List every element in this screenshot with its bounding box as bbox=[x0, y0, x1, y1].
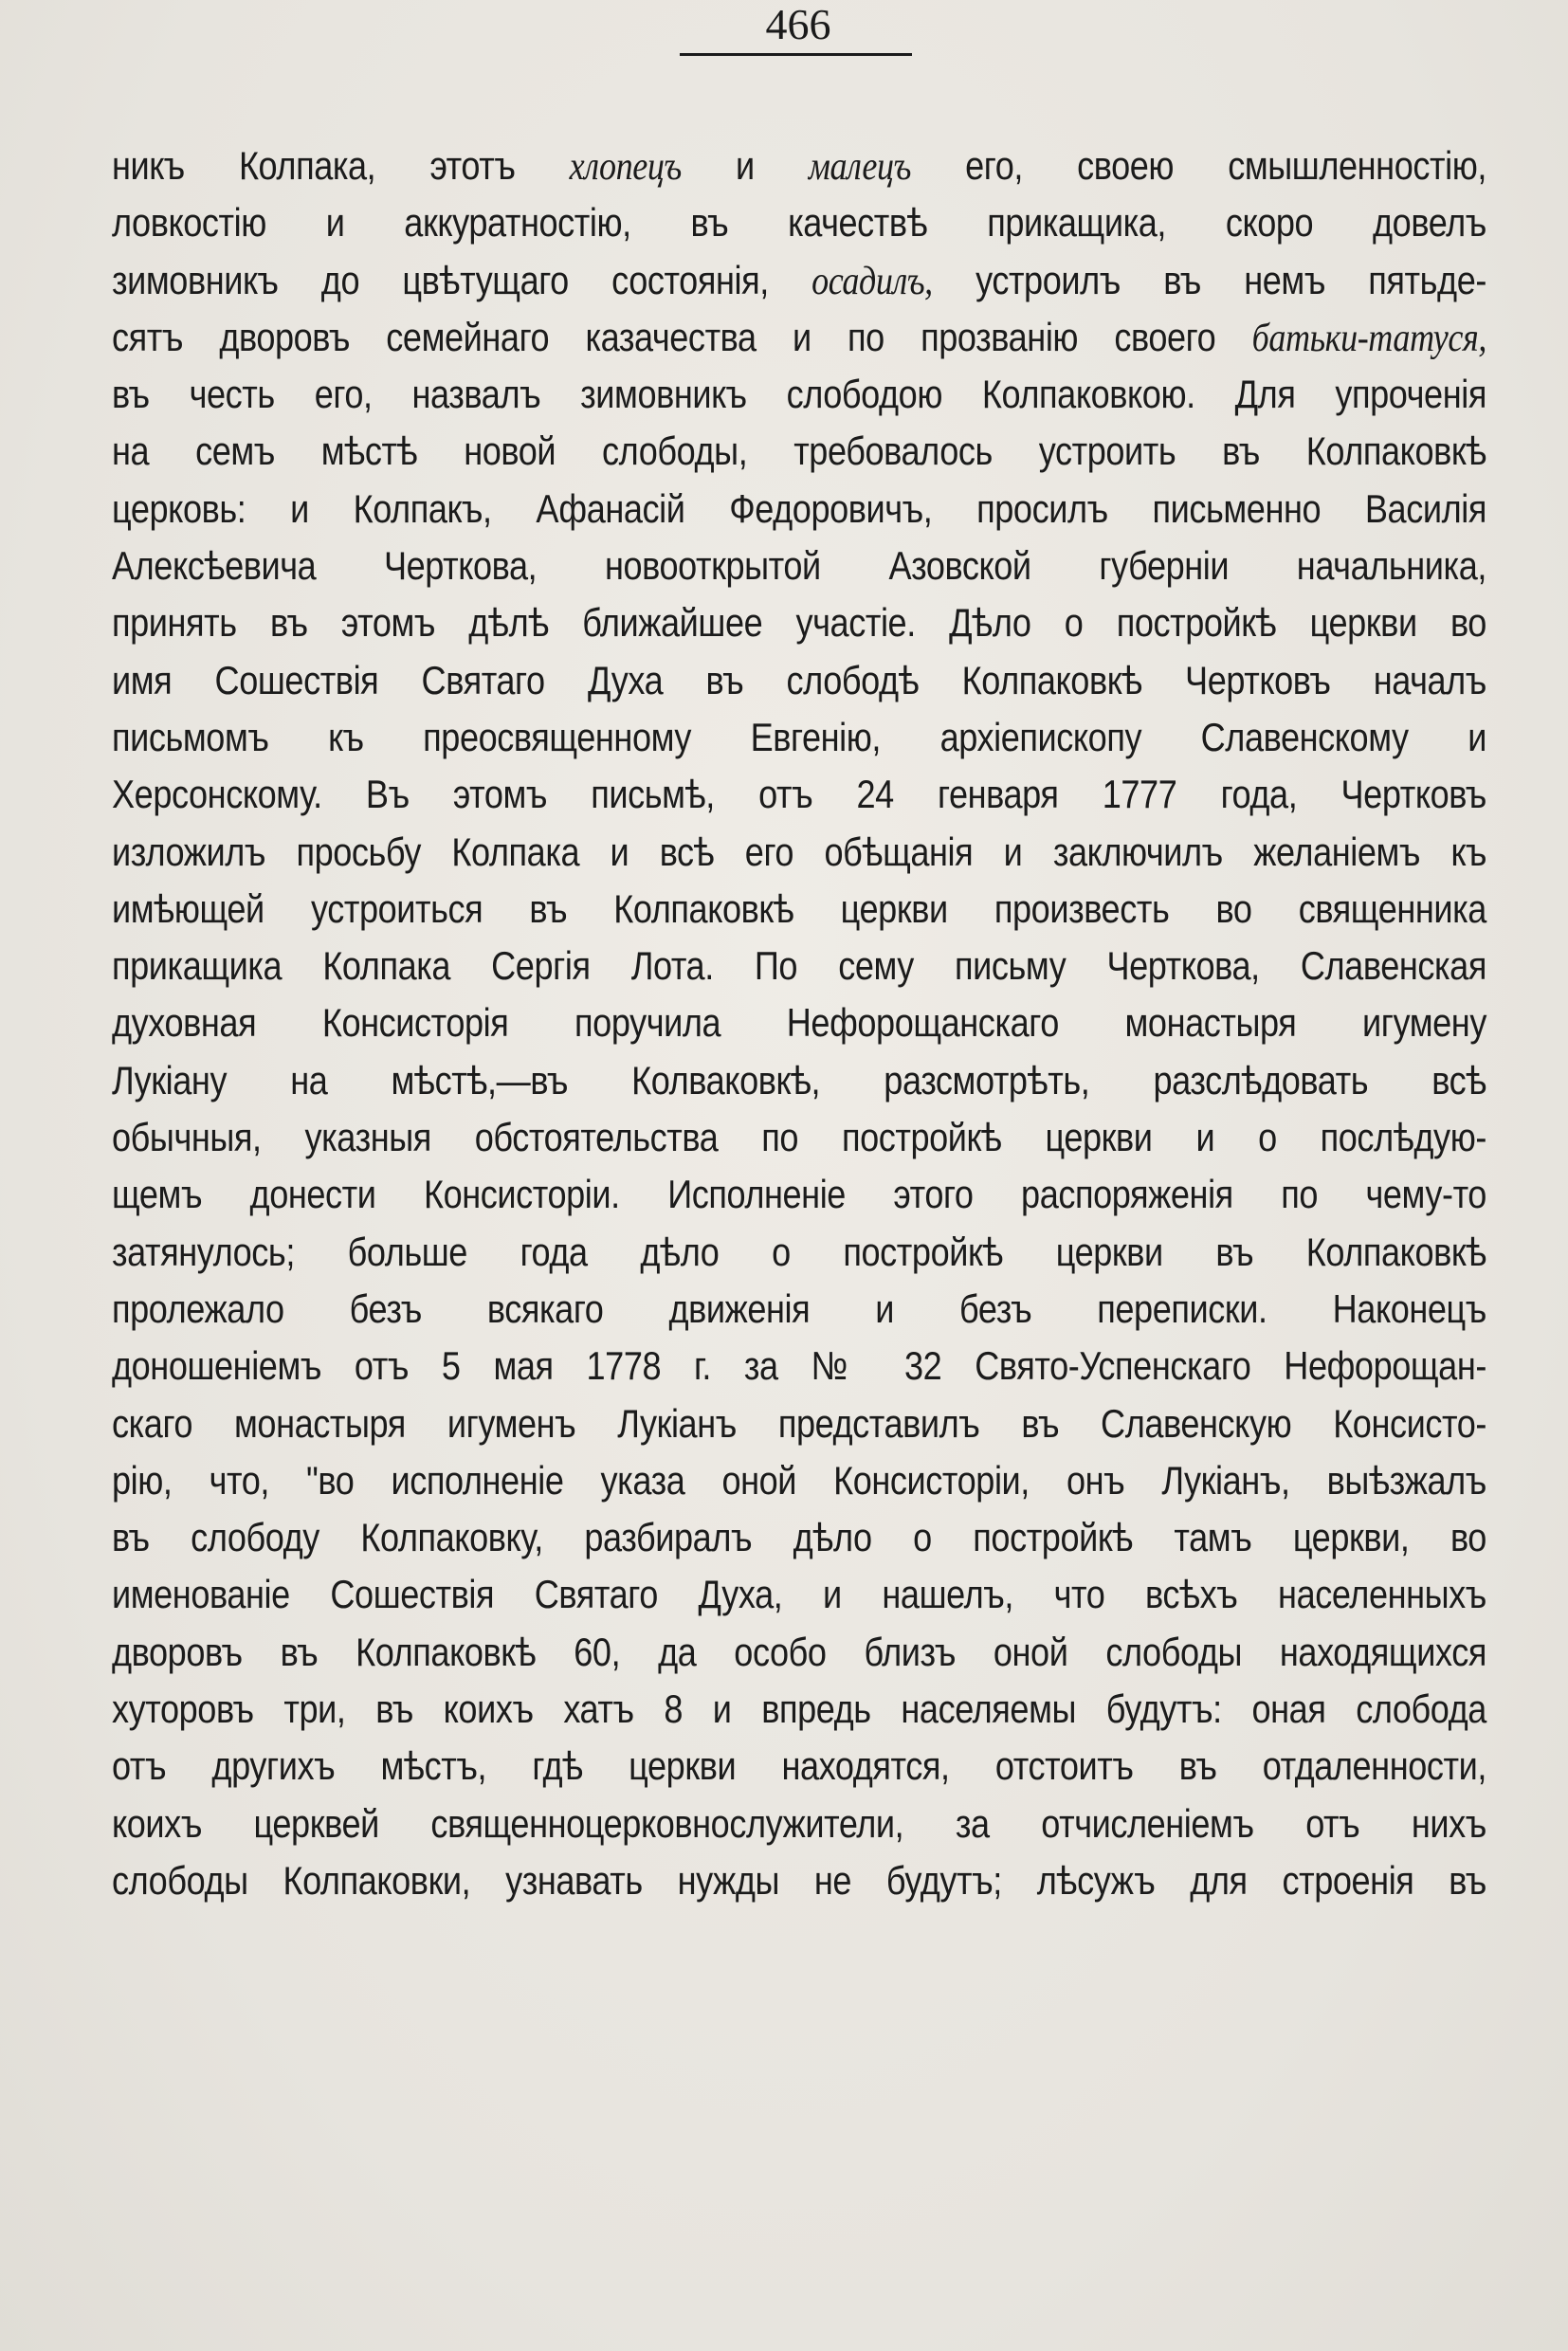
text-line bbox=[112, 1795, 1486, 1852]
text-line bbox=[112, 1509, 1486, 1566]
text-run: Херсонскому. Въ этомъ письмѣ, отъ 24 генваря 1777 года, Чертковъ bbox=[112, 772, 1486, 817]
text-run: обычныя, указныя обстоятельства по постройкѣ церкви и о послѣдую- bbox=[112, 1115, 1486, 1160]
page-number: 466 bbox=[765, 0, 831, 48]
text-run: скаго монастыря игуменъ Лукіанъ представилъ въ Славенскую Консисто- bbox=[112, 1400, 1486, 1446]
text-line bbox=[112, 1681, 1486, 1738]
text-run: затянулось; больше года дѣло о постройкѣ церкви въ Колпаковкѣ bbox=[112, 1229, 1486, 1274]
text-run: зимовникъ до цвѣтущаго состоянія, bbox=[112, 257, 812, 302]
text-line bbox=[112, 1738, 1486, 1795]
text-run: пролежало безъ всякаго движенія и безъ переписки. Наконецъ bbox=[112, 1285, 1486, 1331]
body-text bbox=[112, 137, 1486, 1909]
text-run: щемъ донести Консисторіи. Исполненіе этого распоряженія по чему-то bbox=[112, 1172, 1486, 1217]
text-line bbox=[112, 1109, 1486, 1166]
text-run: дворовъ въ Колпаковкѣ 60, да особо близъ оной слободы находящихся bbox=[112, 1629, 1486, 1674]
text-run: доношеніемъ отъ 5 мая 1778 г. за № 32 Свято-Успенскаго Нефорощан- bbox=[112, 1343, 1486, 1389]
text-line bbox=[112, 1166, 1486, 1223]
text-line bbox=[112, 994, 1486, 1051]
emphasized-word: хлопецъ bbox=[569, 145, 682, 189]
text-line bbox=[112, 252, 1486, 309]
text-line bbox=[112, 1338, 1486, 1394]
text-line bbox=[112, 309, 1486, 366]
emphasized-word: малецъ bbox=[808, 145, 911, 189]
text-line bbox=[112, 137, 1486, 194]
text-line bbox=[112, 1052, 1486, 1109]
text-run: имя Сошествія Святаго Духа въ слободѣ Колпаковкѣ Чертковъ началъ bbox=[112, 657, 1486, 702]
text-run: никъ Колпака, этотъ bbox=[112, 143, 570, 188]
text-line bbox=[112, 1852, 1486, 1909]
page-header bbox=[0, 0, 1568, 66]
text-run: изложилъ просьбу Колпака и всѣ его обѣщанія и заключилъ желаніемъ къ bbox=[112, 829, 1486, 874]
text-run: въ слободу Колпаковку, разбиралъ дѣло о постройкѣ тамъ церкви, во bbox=[112, 1515, 1486, 1560]
text-line bbox=[112, 538, 1486, 594]
text-run: въ честь его, назвалъ зимовникъ слободою Колпаковкою. Для упроченія bbox=[112, 372, 1486, 417]
text-line bbox=[112, 194, 1486, 251]
text-run: и bbox=[681, 143, 809, 188]
text-line bbox=[112, 766, 1486, 823]
text-line bbox=[112, 1624, 1486, 1681]
text-run: именованіе Сошествія Святаго Духа, и нашелъ, что всѣхъ населенныхъ bbox=[112, 1572, 1486, 1617]
text-line bbox=[112, 594, 1486, 651]
text-run: на семъ мѣстѣ новой слободы, требовалось устроить въ Колпаковкѣ bbox=[112, 428, 1486, 474]
text-run: церковь: и Колпакъ, Афанасій Федоровичъ, просилъ письменно Василія bbox=[112, 485, 1486, 531]
emphasized-word: батьки-татуся, bbox=[1251, 316, 1486, 360]
text-run: имѣющей устроиться въ Колпаковкѣ церкви произвесть во священника bbox=[112, 885, 1486, 931]
text-line bbox=[112, 1281, 1486, 1338]
text-run: отъ другихъ мѣстъ, гдѣ церкви находятся, отстоитъ въ отдаленности, bbox=[112, 1743, 1486, 1789]
text-run: принять въ этомъ дѣлѣ ближайшее участіе. Дѣло о постройкѣ церкви во bbox=[112, 600, 1486, 646]
text-line bbox=[112, 709, 1486, 766]
text-line bbox=[112, 423, 1486, 480]
text-run: коихъ церквей священноцерковнослужители, за отчисленіемъ отъ нихъ bbox=[112, 1800, 1486, 1846]
text-line bbox=[112, 366, 1486, 423]
text-line bbox=[112, 1566, 1486, 1623]
text-run: ловкостію и аккуратностію, въ качествѣ прикащика, скоро довелъ bbox=[112, 200, 1486, 246]
text-run: его, своею смышленностію, bbox=[910, 143, 1486, 188]
text-run: Алексѣевича Черткова, новооткрытой Азовской губерніи начальника, bbox=[112, 543, 1486, 589]
text-line bbox=[112, 824, 1486, 881]
text-run: слободы Колпаковки, узнавать нужды не будутъ; лѣсужъ для строенія въ bbox=[112, 1857, 1486, 1903]
text-line bbox=[112, 938, 1486, 994]
text-run: письмомъ къ преосвященному Евгенію, архіепископу Славенскому и bbox=[112, 714, 1486, 759]
text-line bbox=[112, 1395, 1486, 1452]
header-rule bbox=[680, 53, 912, 56]
text-run: духовная Консисторія поручила Нефорощанскаго монастыря игумену bbox=[112, 1000, 1486, 1046]
text-run: Лукіану на мѣстѣ,—въ Колваковкѣ, разсмотрѣть, разслѣдовать всѣ bbox=[112, 1057, 1486, 1103]
text-run: прикащика Колпака Сергія Лота. По сему письму Черткова, Славенская bbox=[112, 943, 1486, 989]
text-run: сятъ дворовъ семейнаго казачества и по прозванію своего bbox=[112, 314, 1252, 359]
text-run: хуторовъ три, въ коихъ хатъ 8 и впредь населяемы будутъ: оная слобода bbox=[112, 1686, 1486, 1732]
text-run: рію, что, "во исполненіе указа оной Консисторіи, онъ Лукіанъ, выѣзжалъ bbox=[112, 1457, 1486, 1503]
text-line bbox=[112, 481, 1486, 538]
emphasized-word: осадилъ, bbox=[811, 259, 933, 303]
text-run: устроилъ въ немъ пятьде- bbox=[932, 257, 1486, 302]
text-line bbox=[112, 652, 1486, 709]
text-line bbox=[112, 881, 1486, 938]
text-line bbox=[112, 1452, 1486, 1509]
text-line bbox=[112, 1224, 1486, 1281]
